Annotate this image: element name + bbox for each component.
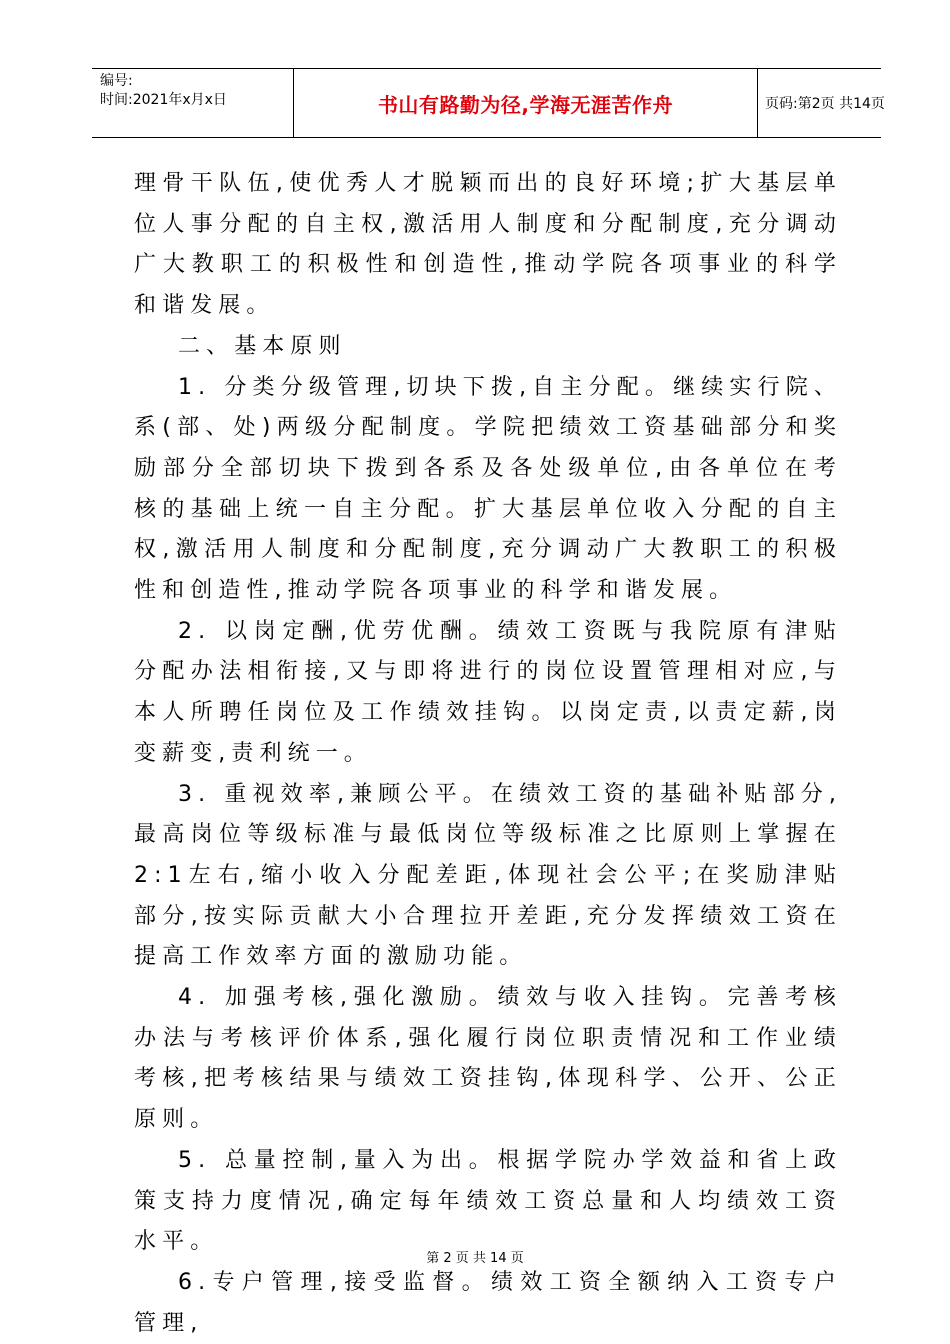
header-motto-cell (293, 69, 758, 137)
principle-2: 2. 以岗定酬,优劳优酬。绩效工资既与我院原有津贴分配办法相衔接,又与即将进行的岗位设置管理相对应,与本人所聘任岗位及工作绩效挂钩。以岗定责,以责定薪,岗变薪变,责利统一。 (134, 618, 842, 766)
motto-text: 书山有路勤为径,学海无涯苦作舟 (377, 92, 674, 117)
document-body (134, 164, 842, 1344)
page-footer (0, 1247, 950, 1266)
principle-5: 5. 总量控制,量入为出。根据学院办学效益和省上政策支持力度情况,确定每年绩效工资总量和人均绩效工资水平。 (134, 1147, 842, 1255)
header-page-cell (757, 69, 885, 137)
principle-3: 3. 重视效率,兼顾公平。在绩效工资的基础补贴部分,最高岗位等级标准与最低岗位等级标准之比原则上掌握在2:1左右,缩小收入分配差距,体现社会公平;在奖励津贴部分,按实际贡献大小合理拉开差距,充分发挥绩效工资在提高工作效率方面的激励功能。 (134, 781, 842, 970)
number-label: 编号: (100, 73, 133, 89)
time-label: 时间:2021年x月x日 (100, 92, 227, 108)
paragraph-continuation: 理骨干队伍,使优秀人才脱颖而出的良好环境;扩大基层单位人事分配的自主权,激活用人制度和分配制度,充分调动广大教职工的积极性和创造性,推动学院各项事业的科学和谐发展。 (134, 171, 842, 319)
header-page-label: 页码:第2页 共14页 (765, 96, 885, 112)
footer-page-number: 第 2 页 共 14 页 (426, 1251, 524, 1266)
principle-4: 4. 加强考核,强化激励。绩效与收入挂钩。完善考核办法与考核评价体系,强化履行岗位职责情况和工作业绩考核,把考核结果与绩效工资挂钩,体现科学、公开、公正原则。 (134, 985, 842, 1133)
section-heading: 二、基本原则 (178, 333, 347, 359)
page-header (92, 68, 885, 138)
header-meta-cell (92, 69, 293, 137)
principle-1: 1. 分类分级管理,切块下拨,自主分配。继续实行院、系(部、处)两级分配制度。学院把绩效工资基础部分和奖励部分全部切块下拨到各系及各处级单位,由各单位在考核的基础上统一自主分配。扩大基层单位收入分配的自主权,激活用人制度和分配制度,充分调动广大教职工的积极性和创造性,推动学院各项事业的科学和谐发展。 (134, 374, 842, 604)
principle-6: 6.专户管理,接受监督。绩效工资全额纳入工资专户管理, (134, 1269, 842, 1336)
